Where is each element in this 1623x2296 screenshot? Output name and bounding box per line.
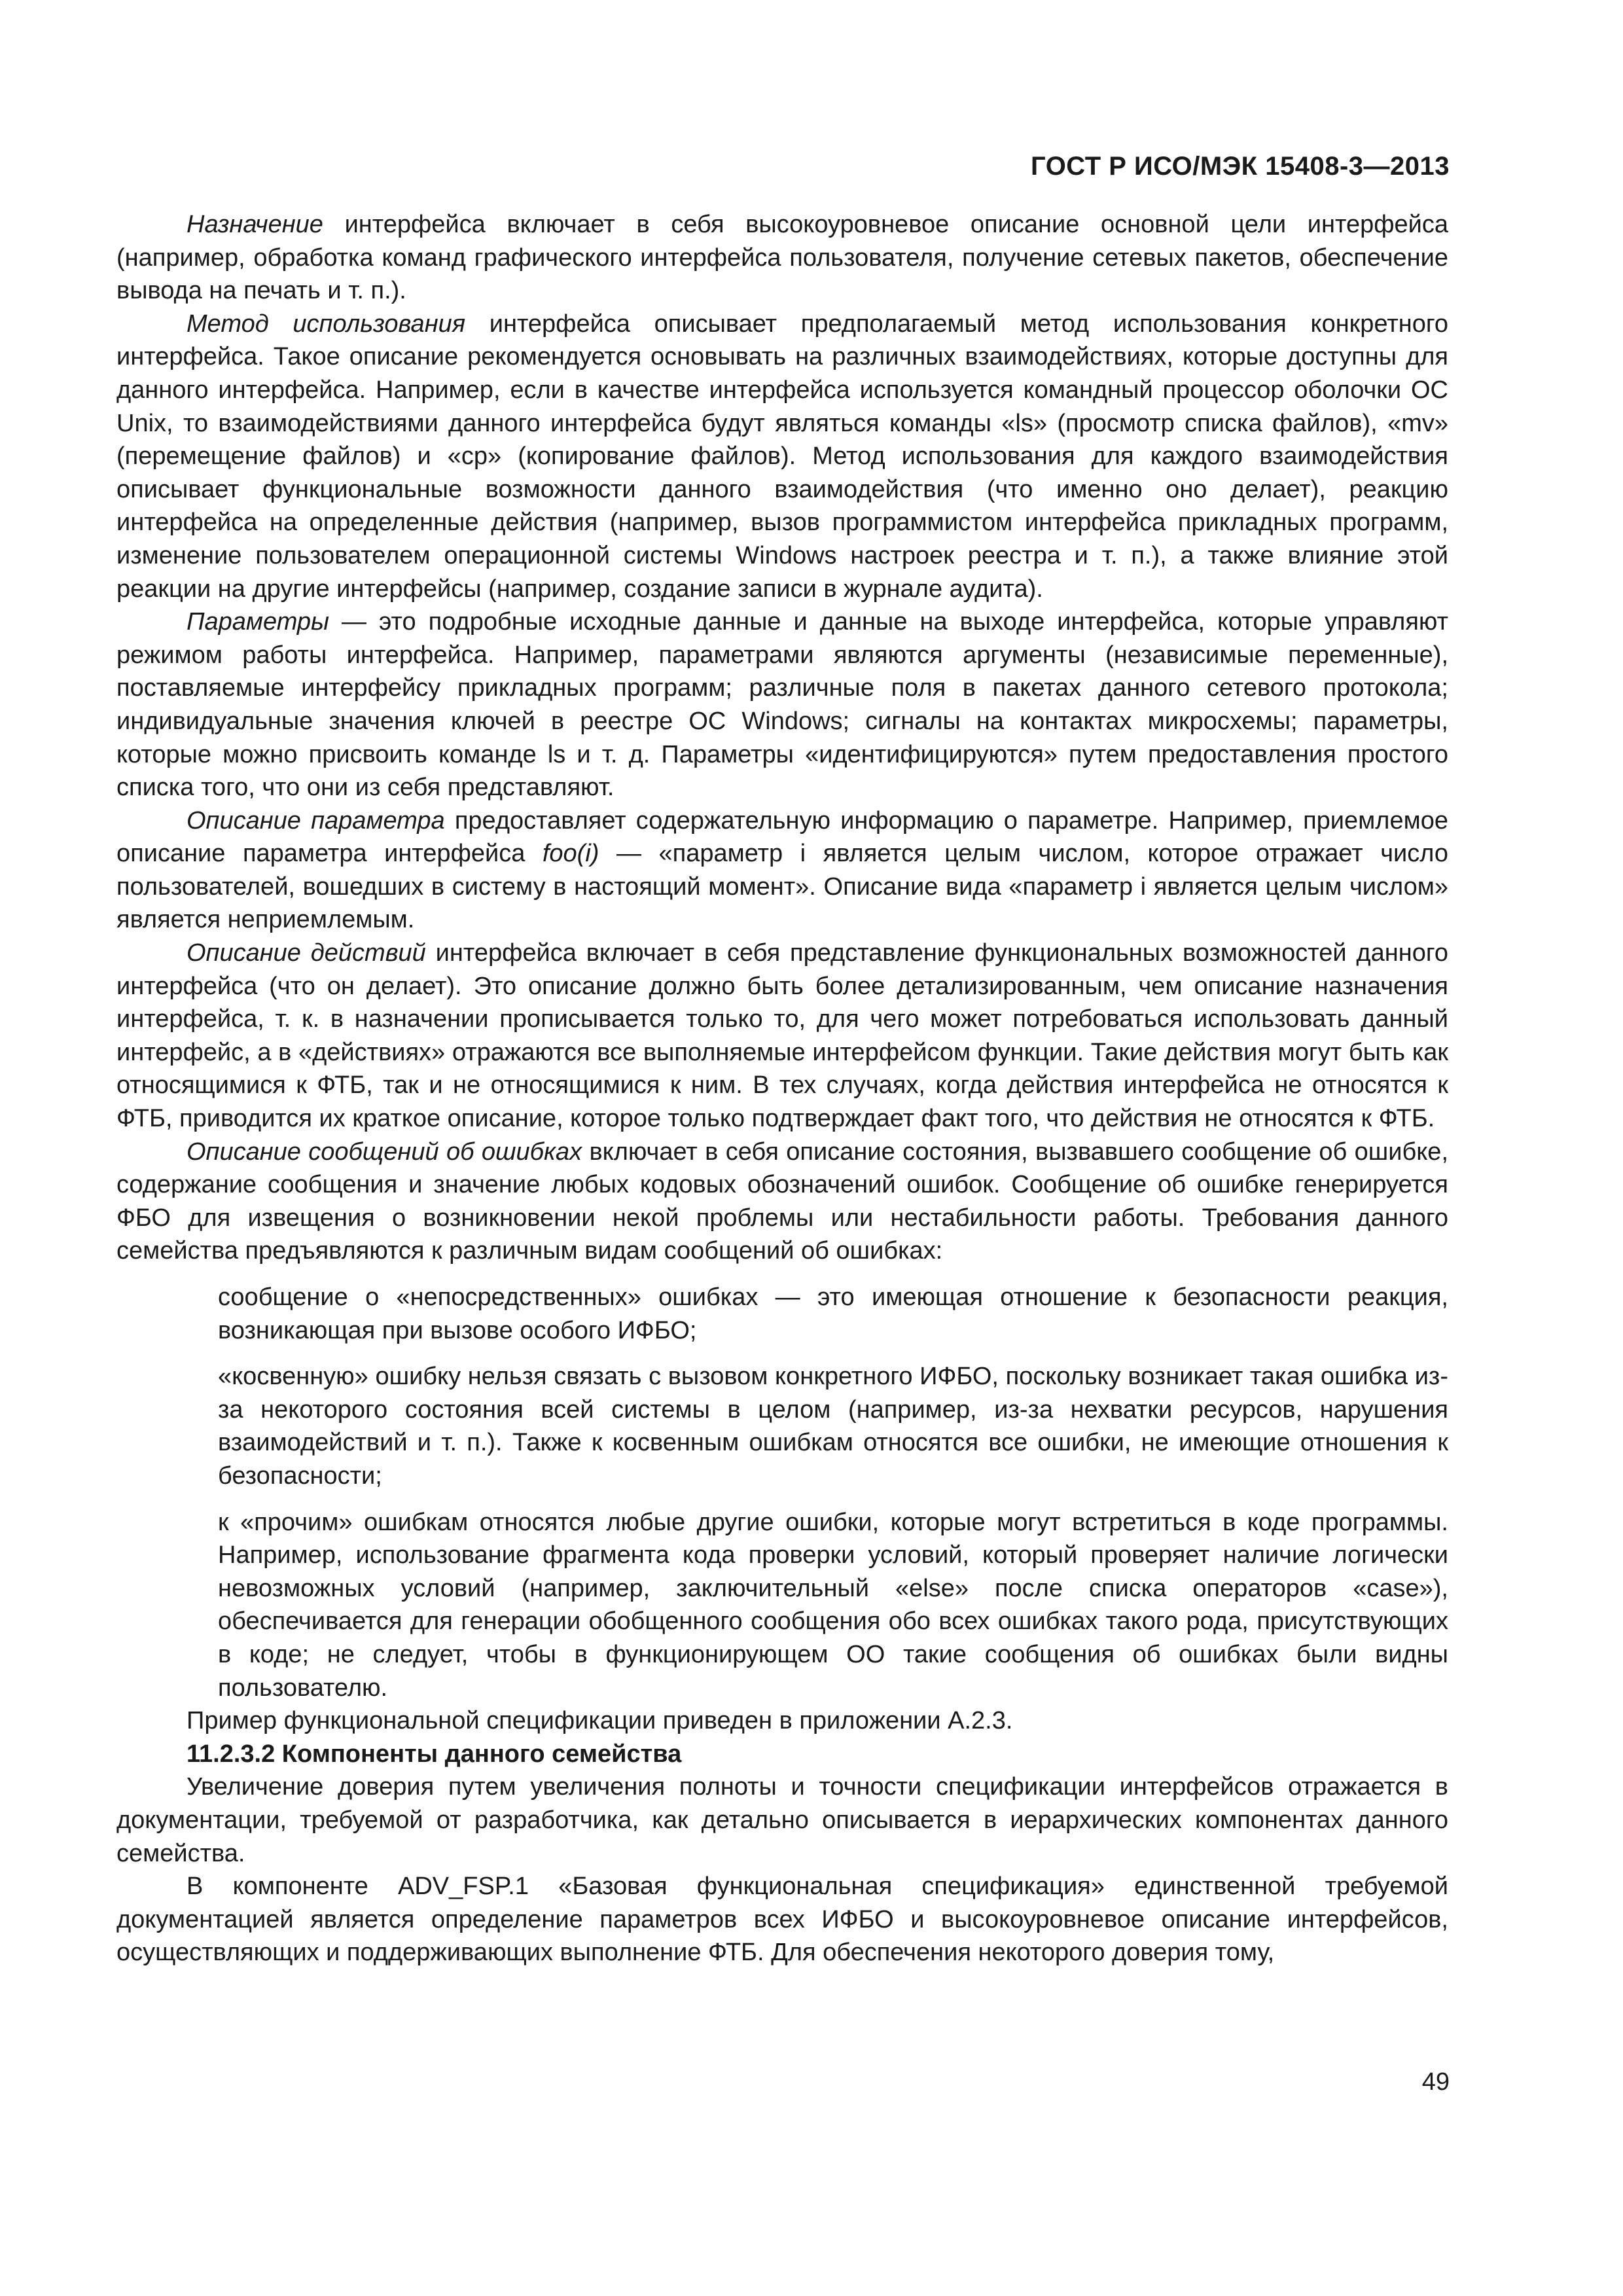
term-param-description: Описание параметра [187, 806, 445, 834]
paragraph-usage-method-text: интерфейса описывает предполагаемый метод использования конкретного интерфейса. Такое описание рекомендуется основывать на различных взаимодействиях, которые доступны для данного интерфейса. Например, если в качестве интерфейса используется командный процессор оболочки ОС Unix, то взаимодействиями данного интерфейса будут являться команды «ls» (просмотр списка файлов), «mv» (перемещение файлов) и «cp» (копирование файлов). Метод использования для каждого взаимодействия описывает функциональные возможности данного взаимодействия (что именно оно делает), реакцию интерфейса на определенные действия (например, вызов программистом интерфейса прикладных программ, изменение пользователем операционной системы Windows настроек реестра и т. п.), а также влияние этой реакции на другие интерфейсы (например, создание записи в журнале аудита). [116, 310, 1448, 603]
paragraph-param-description-text-before: предоставляет содержательную информацию о параметре. Например, приемлемое описание параметра интерфейса [116, 806, 1448, 868]
paragraph-adv-fsp1: В компоненте ADV_FSP.1 «Базовая функциональная спецификация» единственной требуемой документацией является определение параметров всех ИФБО и высокоуровневое описание интерфейсов, осуществляющих и поддерживающих выполнение ФТБ. Для обеспечения некоторого доверия тому, [116, 1873, 1448, 1967]
paragraph-actions-description-text: интерфейса включает в себя представление функциональных возможностей данного интерфейса (что он делает). Это описание должно быть более детализированным, чем описание назначения интерфейса, т. к. в назначении прописывается только то, для чего может потребоваться использовать данный интерфейс, а в «действиях» отражаются все выполняемые интерфейсом функции. Такие действия могут быть как относящимися к ФТБ, так и не относящимися к ним. В тех случаях, когда действия интерфейса не относятся к ФТБ, приводится их краткое описание, которое только подтверждает факт того, что действия не относятся к ФТБ. [116, 939, 1448, 1133]
function-name-foo: foo(i) [542, 840, 599, 868]
paragraph-error-messages [116, 1136, 1448, 1268]
paragraph-components-intro: Увеличение доверия путем увеличения полноты и точности спецификации интерфейсов отражается в документации, требуемой от разработчика, как детально описывается в иерархических компонентах данного семейства. [116, 1773, 1448, 1867]
document-body [116, 208, 1448, 1969]
paragraph-purpose-text: интерфейса включает в себя высокоуровневое описание основной цели интерфейса (например, обработка команд графического интерфейса пользователя, получение сетевых пакетов, обеспечение вывода на печать и т. п.). [116, 211, 1448, 305]
paragraph-parameters [116, 605, 1448, 804]
paragraph-usage-method [116, 308, 1448, 605]
paragraph-example-reference: Пример функциональной спецификации приведен в приложении А.2.3. [187, 1707, 1013, 1735]
paragraph-param-description-text-after: — «параметр i является целым числом, которое отражает число пользователей, вошедших в систему в настоящий момент». Описание вида «параметр i является целым числом» является неприемлемым. [116, 840, 1448, 934]
list-item: сообщение о «непосредственных» ошибках — это имеющая отношение к безопасности реакция, возникающая при вызове особого ИФБО; [218, 1283, 1448, 1344]
page-number: 49 [1421, 2068, 1450, 2096]
paragraph-error-messages-text: включает в себя описание состояния, вызвавшего сообщение об ошибке, содержание сообщения и значение любых кодовых обозначений ошибок. Сообщение об ошибке генерируется ФБО для извещения о возникновении некой проблемы или нестабильности работы. Требования данного семейства предъявляются к различным видам сообщений об ошибках: [116, 1138, 1448, 1265]
term-purpose: Назначение [187, 211, 323, 238]
list-item: «косвенную» ошибку нельзя связать с вызовом конкретного ИФБО, поскольку возникает такая ошибка из-за некоторого состояния всей системы в целом (например, из-за нехватки ресурсов, нарушения взаимодействий и т. п.). Также к косвенным ошибкам относятся все ошибки, не имеющие отношения к безопасности; [218, 1363, 1448, 1490]
term-actions-description: Описание действий [187, 939, 426, 967]
list-item: к «прочим» ошибкам относятся любые другие ошибки, которые могут встретиться в коде программы. Например, использование фрагмента кода проверки условий, который проверяет наличие логически невозможных условий (например, заключительный «else» после списка операторов «case»), обеспечивается для генерации обобщенного сообщения обо всех ошибках такого рода, присутствующих в коде; не следует, чтобы в функционирующем ОО такие сообщения об ошибках были видны пользователю. [218, 1508, 1448, 1702]
page-header-standard-code: ГОСТ Р ИСО/МЭК 15408-3—2013 [1031, 152, 1450, 181]
term-error-messages: Описание сообщений об ошибках [187, 1138, 582, 1166]
paragraph-parameters-text: — это подробные исходные данные и данные на выходе интерфейса, которые управляют режимом работы интерфейса. Например, параметрами являются аргументы (независимые переменные), поставляемые интерфейсу прикладных программ; различные поля в пакетах данного сетевого протокола; индивидуальные значения ключей в реестре ОС Windows; сигналы на контактах микросхемы; параметры, которые можно присвоить команде ls и т. д. Параметры «идентифицируются» путем предоставления простого списка того, что они из себя представляют. [116, 608, 1448, 802]
paragraph-actions-description [116, 937, 1448, 1136]
term-usage-method: Метод использования [187, 310, 466, 338]
section-heading: 11.2.3.2 Компоненты данного семейства [187, 1740, 682, 1768]
paragraph-param-description [116, 804, 1448, 937]
paragraph-purpose [116, 208, 1448, 308]
term-parameters: Параметры [187, 608, 330, 636]
